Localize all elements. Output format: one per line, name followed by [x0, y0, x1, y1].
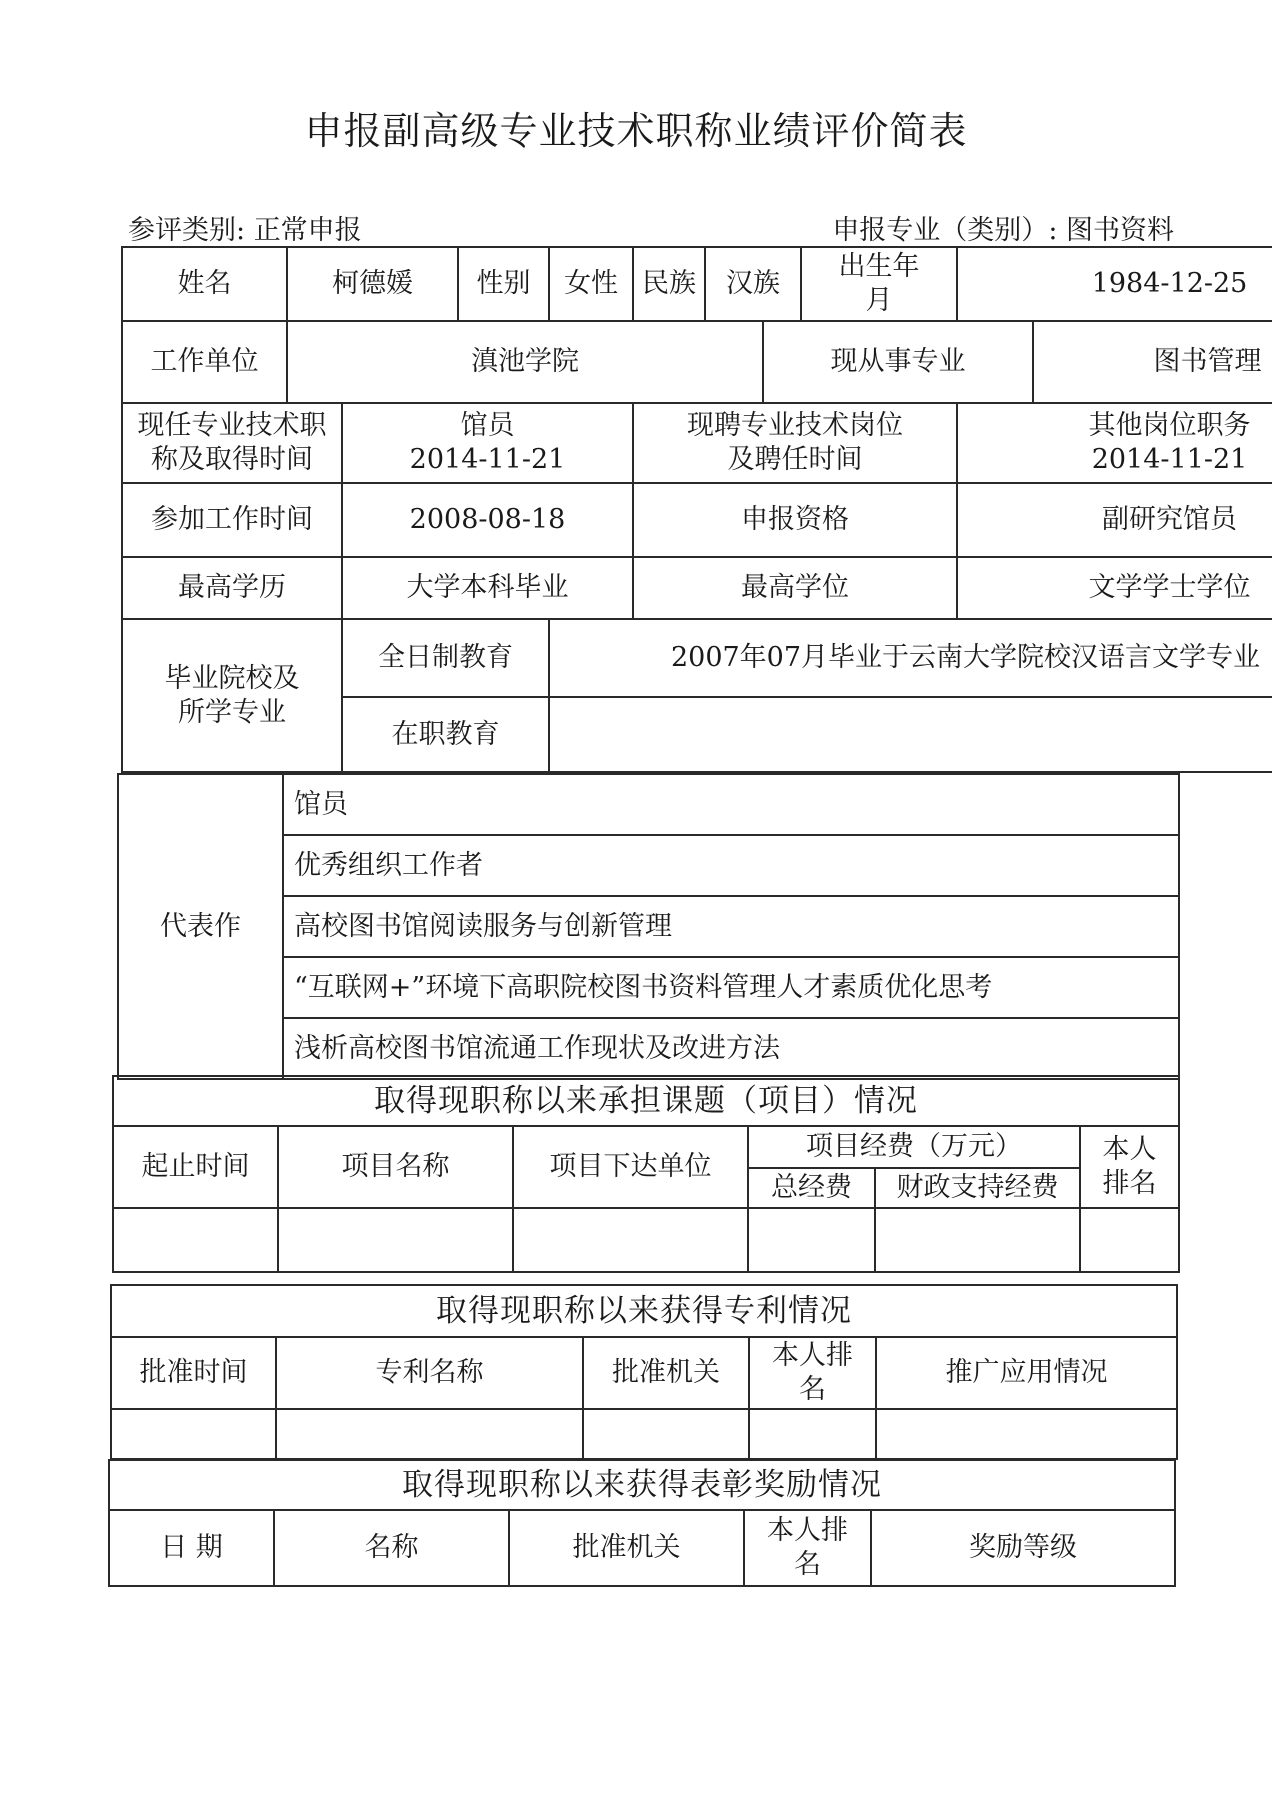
name-value: 柯德媛: [287, 247, 458, 321]
patents-cell-rank: [749, 1409, 876, 1459]
awards-col-rank: [744, 1510, 871, 1586]
degree-label: 最高学位: [633, 557, 957, 619]
other-post-value: [957, 403, 1272, 483]
works-item-3: 高校图书馆阅读服务与创新管理: [283, 896, 1179, 957]
ethnicity-label: 民族: [633, 247, 705, 321]
info-row-employer: [122, 321, 1272, 403]
patents-col-rank-line1: 本人排: [772, 1340, 853, 1372]
patents-col-application: 推广应用情况: [876, 1337, 1177, 1409]
post-label-line2: 及聘任时间: [727, 444, 863, 475]
info-row-name: [122, 247, 1272, 321]
awards-section-title: 取得现职称以来获得表彰奖励情况: [109, 1460, 1175, 1510]
employer-value: 滇池学院: [287, 321, 763, 403]
projects-col-name: 项目名称: [278, 1126, 513, 1208]
page-title: 申报副高级专业技术职称业绩评价简表: [304, 109, 968, 153]
patents-cell-name: [276, 1409, 583, 1459]
other-post-label: 其他岗位职务: [1088, 410, 1251, 442]
works-label: 代表作: [118, 774, 283, 1079]
qualification-label: 申报资格: [633, 483, 957, 557]
works-item-5: 浅析高校图书馆流通工作现状及改进方法: [283, 1018, 1179, 1079]
patents-cell-authority: [583, 1409, 749, 1459]
awards-header-row: [109, 1510, 1175, 1586]
category-line: 参评类别: 正常申报: [128, 215, 362, 246]
awards-col-authority: 批准机关: [509, 1510, 744, 1586]
projects-cell-issuer: [513, 1208, 748, 1272]
fulltime-value: 2007年07月毕业于云南大学院校汉语言文学专业: [549, 619, 1272, 697]
birth-label-line1: 出生年: [838, 251, 920, 283]
info-row-title: [122, 403, 1272, 483]
projects-section-row: [113, 1076, 1179, 1126]
birth-label-line2: 月: [865, 285, 893, 316]
works-item-1: 馆员: [283, 774, 1179, 835]
projects-col-rank-line1: 本人: [1102, 1134, 1157, 1166]
patents-cell-date: [111, 1409, 276, 1459]
name-label: 姓名: [122, 247, 287, 321]
education-value: 大学本科毕业: [342, 557, 633, 619]
projects-header-row: [113, 1126, 1179, 1168]
projects-section-title: 取得现职称以来承担课题（项目）情况: [113, 1076, 1179, 1126]
title-value: [342, 403, 633, 483]
education-label: 最高学历: [122, 557, 342, 619]
specialty-label: 申报专业（类别）: [832, 215, 1049, 246]
patents-col-authority: 批准机关: [583, 1337, 749, 1409]
school-label: [122, 619, 342, 772]
patents-col-date: 批准时间: [111, 1337, 276, 1409]
projects-empty-row: [113, 1208, 1179, 1272]
awards-col-name: 名称: [274, 1510, 509, 1586]
patents-section-title: 取得现职称以来获得专利情况: [111, 1285, 1177, 1337]
awards-col-rank-line2: 名: [794, 1549, 821, 1580]
basic-info-table: [121, 246, 1272, 773]
gender-label: 性别: [458, 247, 549, 321]
works-item-4: “互联网+”环境下高职院校图书资料管理人才素质优化思考: [283, 957, 1179, 1018]
employer-label: 工作单位: [122, 321, 287, 403]
projects-table: [112, 1075, 1180, 1273]
patents-col-rank-line2: 名: [799, 1374, 826, 1405]
specialty-line: 申报专业（类别）: 图书资料: [832, 215, 1174, 246]
projects-col-rank: [1080, 1126, 1179, 1208]
school-label-line1: 毕业院校及: [164, 662, 300, 694]
works-item-2: 优秀组织工作者: [283, 835, 1179, 896]
inservice-label: 在职教育: [342, 697, 549, 772]
post-label-line1: 现聘专业技术岗位: [687, 410, 903, 442]
gender-value: 女性: [549, 247, 633, 321]
inservice-value: [549, 697, 1272, 772]
work-start-value: 2008-08-18: [342, 483, 633, 557]
title-label: [122, 403, 342, 483]
current-specialty-value: 图书管理: [1033, 321, 1272, 403]
info-row-fulltime: [122, 619, 1272, 697]
projects-cell-period: [113, 1208, 278, 1272]
patents-header-row: [111, 1337, 1177, 1409]
projects-cell-total: [748, 1208, 875, 1272]
projects-cell-name: [278, 1208, 513, 1272]
awards-col-date: 日 期: [109, 1510, 274, 1586]
patents-empty-row: [111, 1409, 1177, 1459]
post-label: [633, 403, 957, 483]
works-row: [118, 774, 1179, 835]
patents-table: [110, 1284, 1178, 1460]
patents-section-row: [111, 1285, 1177, 1337]
info-row-education: [122, 557, 1272, 619]
work-start-label: 参加工作时间: [122, 483, 342, 557]
patents-col-name: 专利名称: [276, 1337, 583, 1409]
qualification-value: 副研究馆员: [957, 483, 1272, 557]
title-label-line2: 称及取得时间: [151, 444, 313, 475]
awards-col-rank-line1: 本人排: [767, 1515, 848, 1547]
projects-col-period: 起止时间: [113, 1126, 278, 1208]
current-specialty-label: 现从事专业: [763, 321, 1033, 403]
title-label-line1: 现任专业技术职: [137, 410, 327, 442]
specialty-value: 图书资料: [1066, 215, 1174, 246]
projects-col-fiscal: 财政支持经费: [875, 1168, 1080, 1208]
category-value: 正常申报: [253, 215, 362, 246]
projects-col-rank-line2: 排名: [1102, 1168, 1157, 1199]
birth-value: 1984-12-25: [957, 247, 1272, 321]
patents-cell-application: [876, 1409, 1177, 1459]
projects-col-funding: 项目经费（万元）: [748, 1126, 1080, 1168]
school-label-line2: 所学专业: [178, 696, 286, 728]
awards-section-row: [109, 1460, 1175, 1510]
projects-cell-fiscal: [875, 1208, 1080, 1272]
title-value-date: 2014-11-21: [409, 444, 566, 475]
other-post-date: 2014-11-21: [1091, 444, 1248, 475]
patents-col-rank: [749, 1337, 876, 1409]
info-row-work-start: [122, 483, 1272, 557]
representative-works-table: [117, 773, 1180, 1080]
awards-table: [108, 1459, 1176, 1587]
ethnicity-value: 汉族: [705, 247, 801, 321]
category-label: 参评类别: [128, 215, 236, 246]
awards-col-level: 奖励等级: [871, 1510, 1175, 1586]
fulltime-label: 全日制教育: [342, 619, 549, 697]
birth-label: [801, 247, 957, 321]
projects-cell-rank: [1080, 1208, 1179, 1272]
projects-col-total: 总经费: [748, 1168, 875, 1208]
degree-value: 文学学士学位: [957, 557, 1272, 619]
title-value-name: 馆员: [460, 410, 515, 442]
projects-col-issuer: 项目下达单位: [513, 1126, 748, 1208]
